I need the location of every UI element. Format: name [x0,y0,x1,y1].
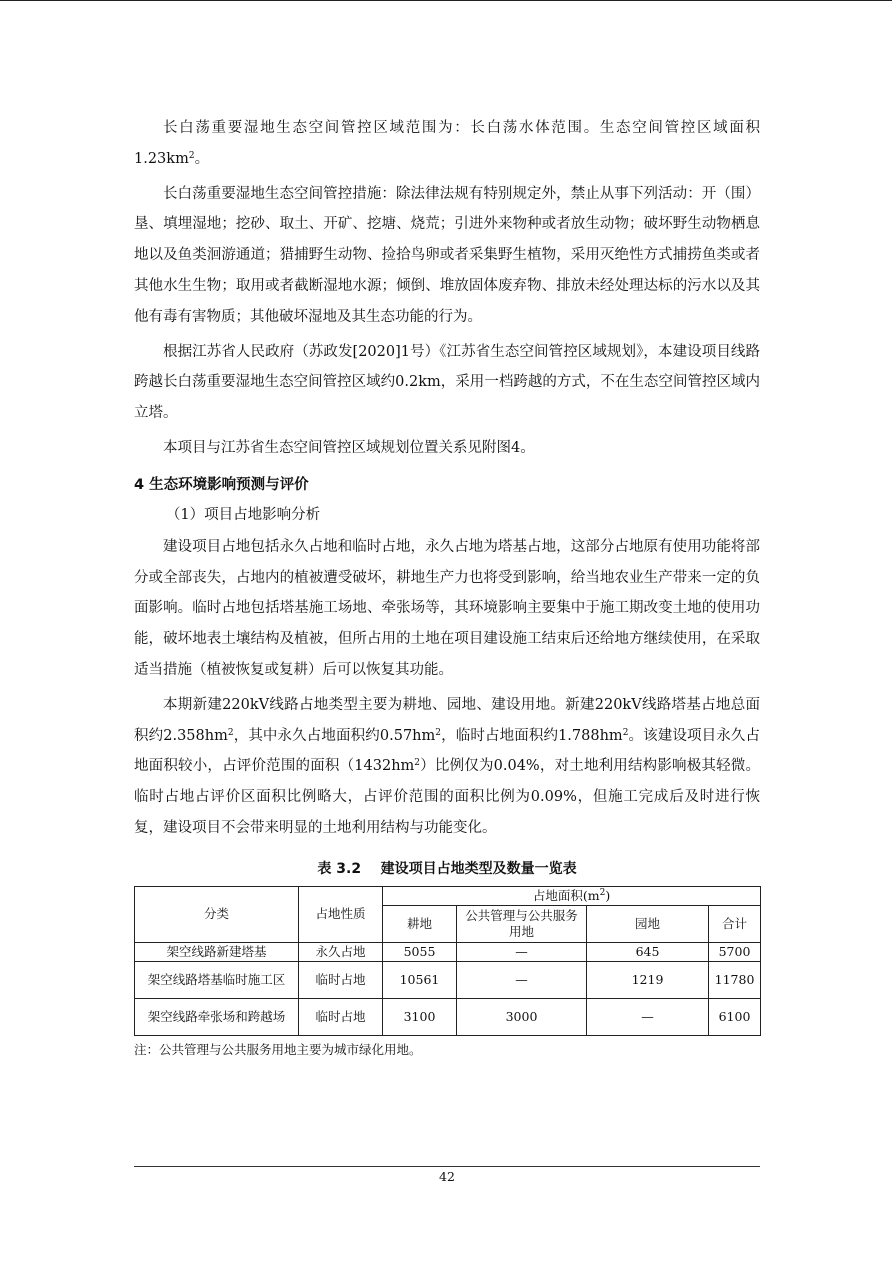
cell-garden: — [587,998,709,1035]
page-content [134,113,760,1058]
cell-public-land: — [457,961,587,998]
cell-garden: 1219 [587,961,709,998]
cell-category: 架空线路新建塔基 [135,942,299,961]
footer-divider [134,1166,760,1167]
cell-nature: 永久占地 [299,942,383,961]
cell-farmland: 10561 [383,961,457,998]
header-public-land: 公共管理与公共服务用地 [457,905,587,942]
paragraph-land-area: 本期新建220kV线路占地类型主要为耕地、园地、建设用地。新建220kV线路塔基占地总面积约$2.358hm^2$，其中永久占地面积约$0.57hm^2$，临时占地面积约$1.788hm^2$。该建设项目永久占地面积较小，占评价范围的面积$(1432hm^2)$比例仅为0.04%，对土地利用结构影响极其轻微。临时占地占评价区面积比例略大，占评价范围的面积比例为0.09%，但施工完成后及时进行恢复，建设项目不会带来明显的土地利用结构与功能变化。 [134,696,760,836]
land-use-table [134,886,761,1036]
page-number: 42 [439,1169,455,1184]
cell-public-land: 3000 [457,998,587,1035]
cell-farmland: 5055 [383,942,457,961]
paragraph-planning-basis: 根据江苏省人民政府（苏政发[2020]1号）《江苏省生态空间管控区域规划》，本建设项目线路跨越长白荡重要湿地生态空间管控区域约0.2km，采用一档跨越的方式，不在生态空间管控区域内立塔。 [134,343,760,422]
cell-total: 6100 [709,998,761,1035]
cell-nature: 临时占地 [299,998,383,1035]
cell-nature: 临时占地 [299,961,383,998]
header-nature: 占地性质 [299,886,383,942]
cell-category: 架空线路塔基临时施工区 [135,961,299,998]
table-row [135,942,761,961]
header-total: 合计 [709,905,761,942]
cell-farmland: 3100 [383,998,457,1035]
cell-public-land: — [457,942,587,961]
table-caption: 表 3.2 建设项目占地类型及数量一览表 [317,860,577,877]
paragraph-wetland-measures: 长白荡重要湿地生态空间管控措施：除法律法规有特别规定外，禁止从事下列活动：开（围）垦、填埋湿地；挖砂、取土、开矿、挖塘、烧荒；引进外来物种或者放生动物；破坏野生动物栖息地以及鱼类洄游通道；猎捕野生动物、捡拾鸟卵或者采集野生植物，采用灭绝性方式捕捞鱼类或者其他水生生物；取用或者截断湿地水源；倾倒、堆放固体废弃物、排放未经处理达标的污水以及其他有毒有害物质；其他破坏湿地及其生态功能的行为。 [134,185,760,325]
cell-total: 11780 [709,961,761,998]
subsection-heading: （1）项目占地影响分析 [165,506,321,523]
header-category: 分类 [135,886,299,942]
header-area-group: 占地面积$(m^2)$ [383,886,761,905]
section-heading: 4 生态环境影响预测与评价 [134,476,309,493]
paragraph-wetland-scope: 长白荡重要湿地生态空间管控区域范围为：长白荡水体范围。生态空间管控区域面积$1.23km^2$。 [134,120,760,167]
cell-total: 5700 [709,942,761,961]
table-row [135,961,761,998]
table-header-row [135,886,761,905]
table-row [135,998,761,1035]
paragraph-land-occupation: 建设项目占地包括永久占地和临时占地，永久占地为塔基占地，这部分占地原有使用功能将部分或全部丧失，占地内的植被遭受破坏，耕地生产力也将受到影响，给当地农业生产带来一定的负面影响。临时占地包括塔基施工场地、牵张场等，其环境影响主要集中于施工期改变土地的使用功能，破坏地表土壤结构及植被，但所占用的土地在项目建设施工结束后还给地方继续使用，在采取适当措施（植被恢复或复耕）后可以恢复其功能。 [134,538,760,678]
header-farmland: 耕地 [383,905,457,942]
cell-garden: 645 [587,942,709,961]
cell-category: 架空线路牵张场和跨越场 [135,998,299,1035]
table-note: 注：公共管理与公共服务用地主要为城市绿化用地。 [134,1041,422,1057]
header-garden: 园地 [587,905,709,942]
paragraph-figure-reference: 本项目与江苏省生态空间管控区域规划位置关系见附图4。 [163,439,535,456]
